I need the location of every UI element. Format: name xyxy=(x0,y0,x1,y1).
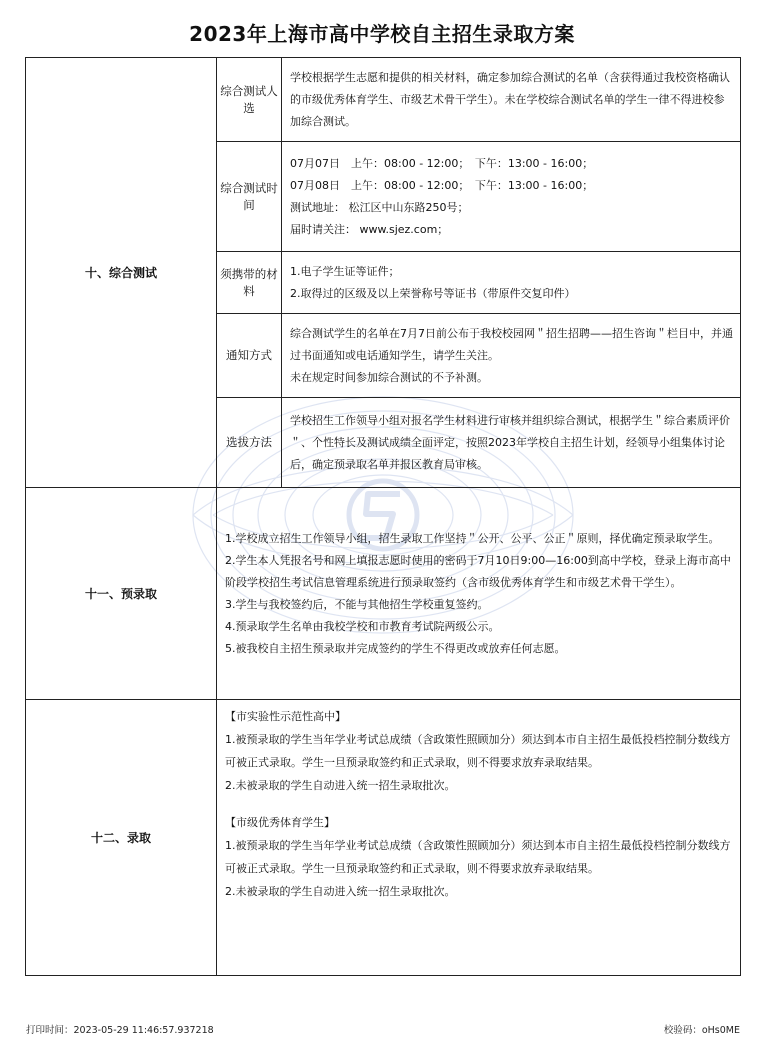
admission-plan-table xyxy=(25,57,741,976)
row-content-materials xyxy=(282,252,741,314)
row-label-candidates: 综合测试人选 xyxy=(217,58,282,142)
content-line: 1.被预录取的学生当年学业考试总成绩（含政策性照顾加分）须达到本市自主招生最低投档控制分数线方可被正式录取。学生一旦预录取签约和正式录取，则不得要求放弃录取结果。 xyxy=(225,733,731,769)
section-12-content xyxy=(217,700,741,976)
content-line: 1.被预录取的学生当年学业考试总成绩（含政策性照顾加分）须达到本市自主招生最低投档控制分数线方可被正式录取。学生一旦预录取签约和正式录取，则不得要求放弃录取结果。 xyxy=(225,839,731,875)
content-line: 学校根据学生志愿和提供的相关材料，确定参加综合测试的名单（含获得通过我校资格确认的市级优秀体育学生、市级艺术骨干学生）。未在学校综合测试名单的学生一律不得进校参加综合测试。 xyxy=(290,70,730,128)
content-line: 3.学生与我校签约后，不能与其他招生学校重复签约。 xyxy=(225,597,489,611)
section-11-content xyxy=(217,488,741,700)
content-line: 5.被我校自主招生预录取并完成签约的学生不得更改或放弃任何志愿。 xyxy=(225,641,566,655)
content-line: 学校招生工作领导小组对报名学生材料进行审核并组织综合测试，根据学生＂综合素质评价＂、个性特长及测试成绩全面评定，按照2023年学校自主招生计划，经领导小组集体讨论后，确定预录取名单并报区教育局审核。 xyxy=(290,413,730,471)
row-label-selection: 选拔方法 xyxy=(217,398,282,488)
content-line: 1.学校成立招生工作领导小组，招生录取工作坚持＂公开、公平、公正＂原则，择优确定预录取学生。 xyxy=(225,531,720,545)
table-row xyxy=(26,58,741,142)
content-line: 测试地址： 松江区中山东路250号； xyxy=(290,200,469,214)
content-line: 07月07日 上午：08:00 - 12:00； 下午：13:00 - 16:00； xyxy=(290,156,594,170)
section-10-title: 十、综合测试 xyxy=(26,58,217,488)
table-row xyxy=(26,700,741,976)
section-12-title: 十二、录取 xyxy=(26,700,217,976)
content-line: 4.预录取学生名单由我校学校和市教育考试院两级公示。 xyxy=(225,619,500,633)
content-line: 2.未被录取的学生自动进入统一招生录取批次。 xyxy=(225,885,456,898)
content-line: 07月08日 上午：08:00 - 12:00； 下午：13:00 - 16:00； xyxy=(290,178,594,192)
row-content-candidates xyxy=(282,58,741,142)
row-content-test-time xyxy=(282,142,741,252)
section-11-title: 十一、预录取 xyxy=(26,488,217,700)
row-content-selection xyxy=(282,398,741,488)
content-line: 2.学生本人凭报名号和网上填报志愿时使用的密码于7月10日9:00—16:00到高中学校，登录上海市高中阶段学校招生考试信息管理系统进行预录取签约（含市级优秀体育学生和市级艺术骨干学生）。 xyxy=(225,553,731,589)
row-label-test-time: 综合测试时间 xyxy=(217,142,282,252)
row-label-notification: 通知方式 xyxy=(217,314,282,398)
check-code: 校验码：oHs0ME xyxy=(663,1025,740,1036)
group-heading: 【市实验性示范性高中】 xyxy=(225,710,346,723)
content-line: 综合测试学生的名单在7月7日前公布于我校校园网＂招生招聘——招生咨询＂栏目中，并通过书面通知或电话通知学生，请学生关注。 xyxy=(290,326,733,362)
content-line: 2.未被录取的学生自动进入统一招生录取批次。 xyxy=(225,779,456,792)
row-label-materials: 须携带的材料 xyxy=(217,252,282,314)
group-heading: 【市级优秀体育学生】 xyxy=(225,816,335,829)
content-line: 届时请关注： www.sjez.com； xyxy=(290,222,449,236)
page-title: 2023年上海市高中学校自主招生录取方案 xyxy=(189,22,575,46)
print-time: 打印时间：2023-05-29 11:46:57.937218 xyxy=(26,1025,214,1036)
table-row xyxy=(26,488,741,700)
content-line: 1.电子学生证等证件； xyxy=(290,264,400,278)
row-content-notification xyxy=(282,314,741,398)
content-line: 2.取得过的区级及以上荣誉称号等证书（带原件交复印件） xyxy=(290,286,576,300)
content-line: 未在规定时间参加综合测试的不予补测。 xyxy=(290,370,488,384)
